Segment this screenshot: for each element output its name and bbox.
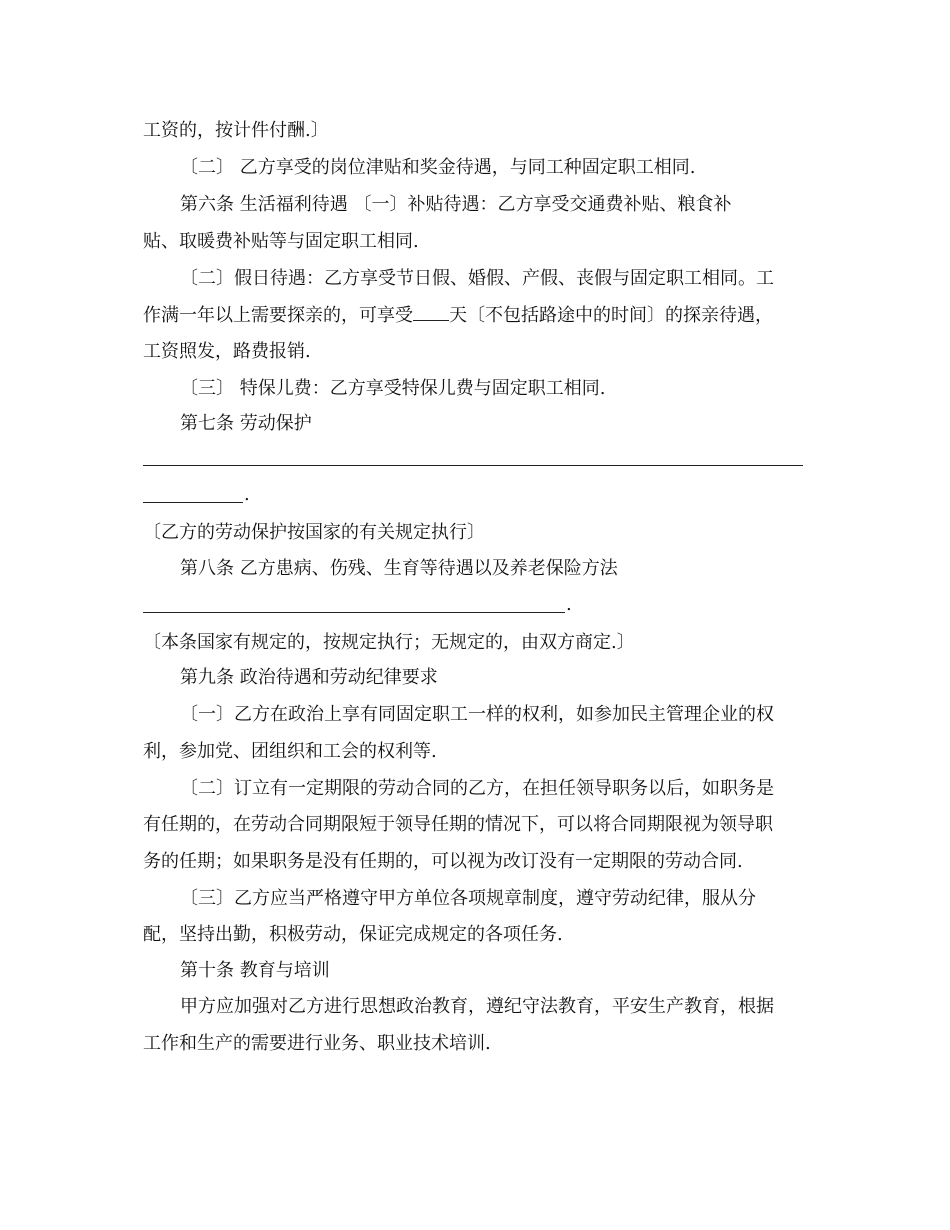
article-7-heading: 第七条 劳动保护 bbox=[180, 413, 312, 434]
article-10-heading: 第十条 教育与培训 bbox=[180, 960, 330, 981]
text-line: 〔本条国家有规定的，按规定执行；无规定的，由双方商定.〕 bbox=[143, 632, 635, 653]
text-line: 工作和生产的需要进行业务、职业技术培训. bbox=[143, 1033, 491, 1054]
text-line: 工资照发，路费报销. bbox=[143, 341, 311, 362]
text-line: 〔二〕 乙方享受的岗位津贴和奖金待遇，与同工种固定职工相同. bbox=[180, 157, 696, 178]
text-line: 贴、取暖费补贴等与固定职工相同. bbox=[143, 231, 419, 252]
fill-in-blank bbox=[143, 502, 243, 503]
text-line: 甲方应加强对乙方进行思想政治教育，遵纪守法教育，平安生产教育，根据 bbox=[180, 996, 774, 1017]
text-line: 〔乙方的劳动保护按国家的有关规定执行〕 bbox=[143, 522, 485, 543]
text-line: 务的任期；如果职务是没有任期的，可以视为改订没有一定期限的劳动合同. bbox=[143, 851, 743, 872]
text-line bbox=[143, 304, 808, 326]
text-line: 〔二〕假日待遇：乙方享受节日假、婚假、产假、丧假与固定职工相同。工 bbox=[180, 268, 774, 289]
text-segment: 作满一年以上需要探亲的，可享受 bbox=[143, 305, 413, 326]
text-line: 工资的，按计件付酬.〕 bbox=[143, 120, 329, 141]
text-line: 有任期的，在劳动合同期限短于领导任期的情况下，可以将合同期限视为领导职 bbox=[143, 814, 773, 835]
article-9-heading: 第九条 政治待遇和劳动纪律要求 bbox=[180, 667, 438, 688]
text-line: 〔三〕乙方应当严格遵守甲方单位各项规章制度，遵守劳动纪律，服从分 bbox=[180, 888, 756, 909]
fill-in-blank bbox=[143, 612, 565, 613]
fill-in-blank bbox=[413, 304, 449, 321]
text-line: 配，坚持出勤，积极劳动，保证完成规定的各项任务. bbox=[143, 924, 563, 945]
fill-in-blank bbox=[143, 465, 803, 466]
text-line: 〔二〕订立有一定期限的劳动合同的乙方，在担任领导职务以后，如职务是 bbox=[180, 778, 774, 799]
text-segment: 天〔不包括路途中的时间〕的探亲待遇， bbox=[449, 305, 773, 326]
text-line: 利，参加党、团组织和工会的权利等. bbox=[143, 741, 437, 762]
article-6-heading: 第六条 生活福利待遇 〔一〕补贴待遇：乙方享受交通费补贴、粮食补 bbox=[180, 194, 732, 215]
text-segment: . bbox=[566, 594, 572, 615]
text-line: 〔三〕 特保儿费：乙方享受特保儿费与固定职工相同. bbox=[180, 378, 606, 399]
text-segment: . bbox=[244, 484, 250, 505]
article-8-heading: 第八条 乙方患病、伤残、生育等待遇以及养老保险方法 bbox=[180, 558, 618, 579]
text-line: 〔一〕乙方在政治上享有同固定职工一样的权利，如参加民主管理企业的权 bbox=[180, 704, 774, 725]
